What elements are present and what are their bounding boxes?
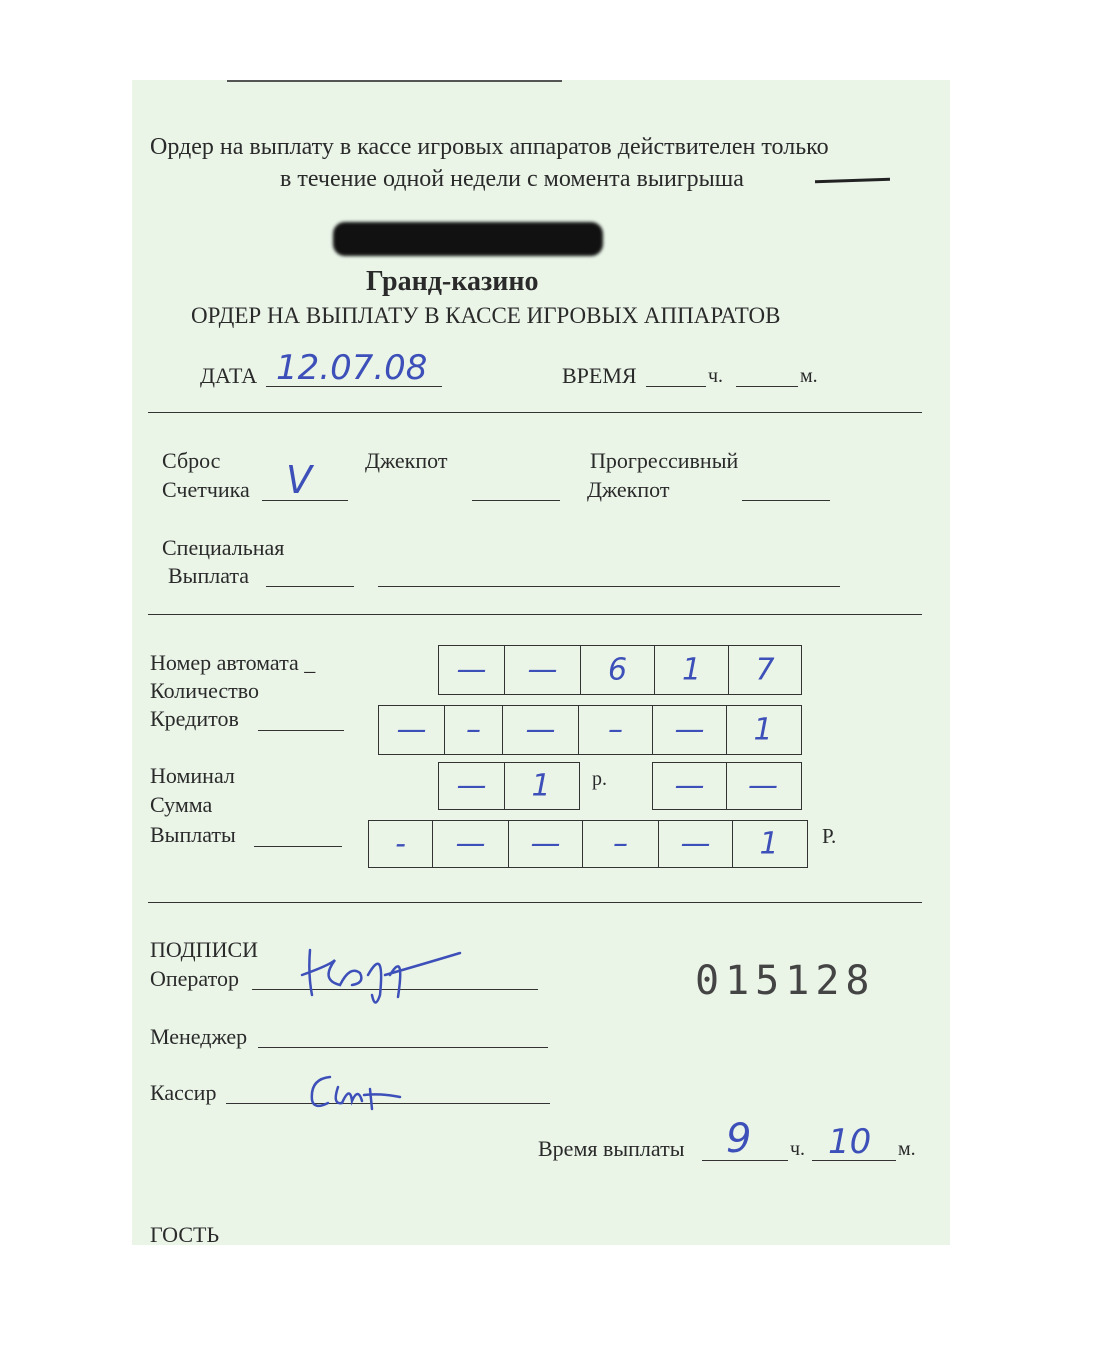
sum-line xyxy=(254,846,342,847)
payout-hours-suffix: ч. xyxy=(790,1138,806,1160)
digit-cell: — xyxy=(379,706,445,754)
sum-boxes xyxy=(368,820,808,868)
digit-cell: – xyxy=(445,706,503,754)
progressive-label-1: Прогрессивный xyxy=(590,448,739,473)
manager-signature-line xyxy=(258,1047,548,1048)
digit-cell: - xyxy=(369,821,433,867)
reset-label-2: Счетчика xyxy=(162,477,250,502)
digit-cell: 7 xyxy=(755,652,775,688)
digit-cell: — xyxy=(653,763,727,809)
notice-line-1: Ордер на выплату в кассе игровых аппаратов действителен только xyxy=(150,134,829,160)
special-label-2: Выплата xyxy=(168,563,250,588)
payout-time-label: Время выплаты xyxy=(538,1136,685,1161)
cashier-signature xyxy=(300,1065,430,1115)
digit-cell: — xyxy=(509,821,583,867)
reset-label-1: Сброс xyxy=(162,448,221,473)
special-line xyxy=(266,586,354,587)
denomination-label: Номинал xyxy=(150,763,235,788)
notice-line-2: в течение одной недели с момента выигрыша xyxy=(280,166,744,192)
denomination-kop-boxes xyxy=(652,762,802,810)
reset-checkmark: V xyxy=(286,458,312,502)
digit-cell: — xyxy=(439,763,505,809)
denomination-rub-suffix: р. xyxy=(592,768,607,790)
digit-cell: — xyxy=(505,646,581,694)
payout-minutes-value: 10 xyxy=(828,1122,872,1162)
payout-minutes-suffix: м. xyxy=(898,1138,916,1160)
credits-boxes xyxy=(378,705,802,755)
form-title: ОРДЕР НА ВЫПЛАТУ В КАССЕ ИГРОВЫХ АППАРАТОВ xyxy=(191,303,781,328)
cashier-label: Кассир xyxy=(150,1080,217,1105)
digit-cell: — xyxy=(433,821,509,867)
time-hours-line xyxy=(646,386,706,387)
jackpot-label: Джекпот xyxy=(365,448,448,473)
time-label: ВРЕМЯ xyxy=(562,363,637,388)
special-description-line xyxy=(378,586,840,587)
sum-label-1: Сумма xyxy=(150,792,213,817)
redacted-block xyxy=(333,222,603,256)
digit-cell: — xyxy=(503,706,579,754)
date-label: ДАТА xyxy=(200,363,258,388)
guest-label: ГОСТЬ xyxy=(150,1222,220,1247)
section-divider xyxy=(148,614,922,615)
casino-name: Гранд-казино xyxy=(366,266,539,297)
time-minutes-line xyxy=(736,386,798,387)
machine-number-boxes xyxy=(438,645,802,695)
payout-hours-value: 9 xyxy=(726,1116,752,1162)
sum-label-2: Выплаты xyxy=(150,822,236,847)
credits-line xyxy=(258,730,344,731)
serial-number: 015128 xyxy=(695,958,876,1004)
digit-cell: 1 xyxy=(759,826,779,862)
credits-label-1: Количество xyxy=(150,678,260,703)
time-hours-suffix: ч. xyxy=(708,365,724,387)
digit-cell: 6 xyxy=(581,646,655,694)
special-label-1: Специальная xyxy=(162,535,285,560)
digit-cell: – xyxy=(579,706,653,754)
digit-cell: 1 xyxy=(531,768,551,804)
section-divider xyxy=(148,412,922,413)
digit-cell: — xyxy=(653,706,727,754)
jackpot-line xyxy=(472,500,560,501)
signatures-title: ПОДПИСИ xyxy=(150,937,259,962)
digit-cell: — xyxy=(748,768,778,804)
credits-label-2: Кредитов xyxy=(150,706,239,731)
digit-cell: — xyxy=(659,821,733,867)
digit-cell: – xyxy=(583,821,659,867)
digit-cell: 1 xyxy=(655,646,729,694)
section-divider xyxy=(148,902,922,903)
machine-number-label: Номер автомата _ xyxy=(150,650,316,675)
time-minutes-suffix: м. xyxy=(800,365,818,387)
operator-label: Оператор xyxy=(150,966,239,991)
operator-signature xyxy=(290,935,470,1015)
sum-suffix: Р. xyxy=(822,824,837,848)
denomination-rub-boxes xyxy=(438,762,580,810)
digit-cell: — xyxy=(439,646,505,694)
manager-label: Менеджер xyxy=(150,1024,248,1049)
progressive-line xyxy=(742,500,830,501)
progressive-label-2: Джекпот xyxy=(587,477,670,502)
date-value: 12.07.08 xyxy=(276,348,428,388)
digit-cell: 1 xyxy=(753,712,773,748)
